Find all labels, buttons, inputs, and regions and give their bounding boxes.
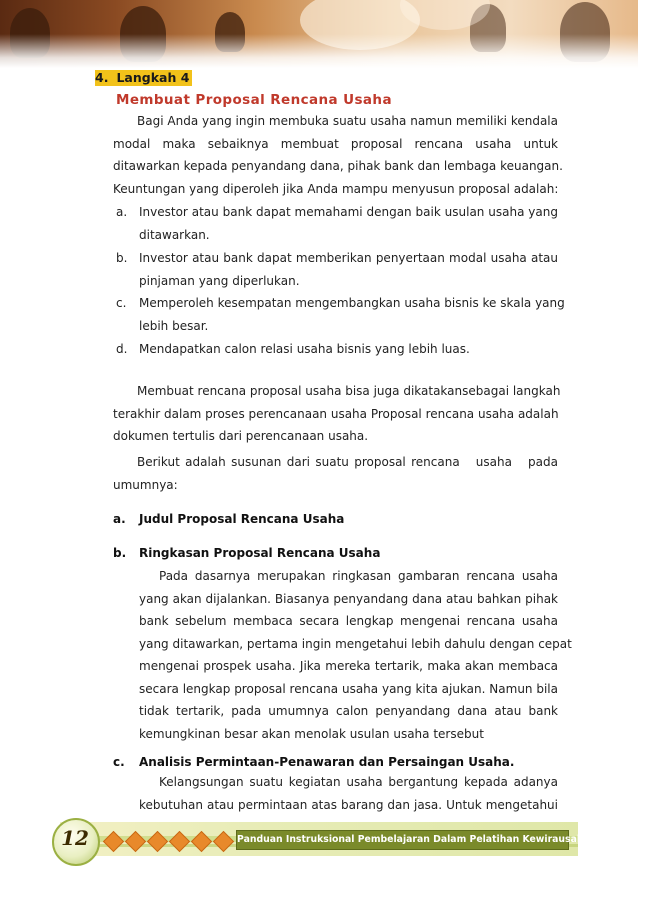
text-line: yang ditawarkan, pertama ingin mengetahui lebih dahulu dengan cepat: [139, 636, 572, 651]
text-line: ditawarkan.: [139, 227, 210, 242]
paragraph: [113, 451, 558, 496]
page-number: 12: [61, 826, 89, 850]
list-marker: d.: [116, 342, 128, 356]
header-banner-image: [0, 0, 638, 68]
section-subtitle: Membuat Proposal Rencana Usaha: [116, 92, 392, 108]
structure-title: Ringkasan Proposal Rencana Usaha: [139, 546, 381, 560]
text-line: terakhir dalam proses perencanaan usaha Proposal rencana usaha adalah: [113, 406, 559, 421]
text-line: dokumen tertulis dari perencanaan usaha.: [113, 429, 369, 443]
list-item: [116, 292, 565, 337]
text-line: lebih besar.: [139, 318, 209, 333]
text-line: ditawarkan kepada penyandang dana, pihak bank dan lembaga keuangan.: [113, 159, 563, 173]
list-marker: c.: [113, 755, 125, 769]
list-item: [116, 201, 558, 246]
structure-title: Judul Proposal Rencana Usaha: [139, 512, 345, 526]
paragraph: [139, 565, 572, 745]
text-line: Memperoleh kesempatan mengembangkan usaha bisnis ke skala yang: [139, 296, 565, 310]
text-line: secara lengkap proposal rencana usaha yang kita ajukan. Namun bila: [139, 681, 558, 696]
text-line: modal maka sebaiknya membuat proposal rencana usaha untuk: [113, 136, 558, 151]
text-line: umumnya:: [113, 477, 178, 492]
section-heading: [95, 70, 192, 86]
list-marker: b.: [116, 251, 128, 265]
text-line: kemungkinan besar akan menolak usulan usaha tersebut: [139, 726, 484, 741]
text-line: Pada dasarnya merupakan ringkasan gambaran rencana usaha: [159, 569, 558, 583]
list-marker: a.: [116, 205, 128, 219]
text-line: Keuntungan yang diperoleh jika Anda mampu menyusun proposal adalah:: [113, 181, 559, 196]
list-marker: b.: [113, 546, 127, 560]
text-line: Berikut adalah susunan dari suatu proposal rencana usaha pada: [137, 455, 558, 469]
structure-heading: [113, 546, 380, 560]
text-line: tidak tertarik, pada umumnya calon penyandang dana atau bank: [139, 704, 558, 718]
footer-title: Panduan Instruksional Pembelajaran Dalam Pelatihan Kewirausahaan Masyarakat: [236, 830, 569, 850]
structure-heading: [113, 512, 344, 526]
list-marker: c.: [116, 296, 127, 310]
text-line: mengenai prospek usaha. Jika mereka tertarik, maka akan membaca: [139, 659, 558, 673]
list-item: [116, 247, 558, 292]
text-line: Investor atau bank dapat memahami dengan baik usulan usaha yang: [139, 205, 558, 219]
text-line: yang akan dijalankan. Biasanya penyandang dana atau bahkan pihak: [139, 591, 558, 606]
text-line: pinjaman yang diperlukan.: [139, 273, 300, 288]
text-line: bank sebelum membaca secara lengkap mengenai rencana usaha: [139, 614, 558, 628]
structure-heading: [113, 755, 514, 769]
text-line: Bagi Anda yang ingin membuka suatu usaha namun memiliki kendala: [137, 114, 558, 128]
structure-title: Analisis Permintaan-Penawaran dan Persaingan Usaha.: [139, 755, 515, 769]
text-line: kebutuhan atau permintaan atas barang dan jasa. Untuk mengetahui: [139, 797, 558, 812]
section-heading-text: Langkah 4: [116, 70, 190, 85]
intro-paragraph: [113, 110, 563, 200]
text-line: Membuat rencana proposal usaha bisa juga dikatakansebagai langkah: [137, 384, 561, 398]
paragraph: [139, 771, 558, 816]
text-line: Kelangsungan suatu kegiatan usaha bergantung kepada adanya: [159, 775, 558, 789]
section-number: 4.: [95, 70, 109, 85]
list-item: [116, 338, 558, 361]
text-line: Mendapatkan calon relasi usaha bisnis yang lebih luas.: [139, 342, 470, 356]
text-line: Investor atau bank dapat memberikan penyertaan modal usaha atau: [139, 251, 558, 265]
paragraph: [113, 380, 561, 448]
list-marker: a.: [113, 512, 126, 526]
